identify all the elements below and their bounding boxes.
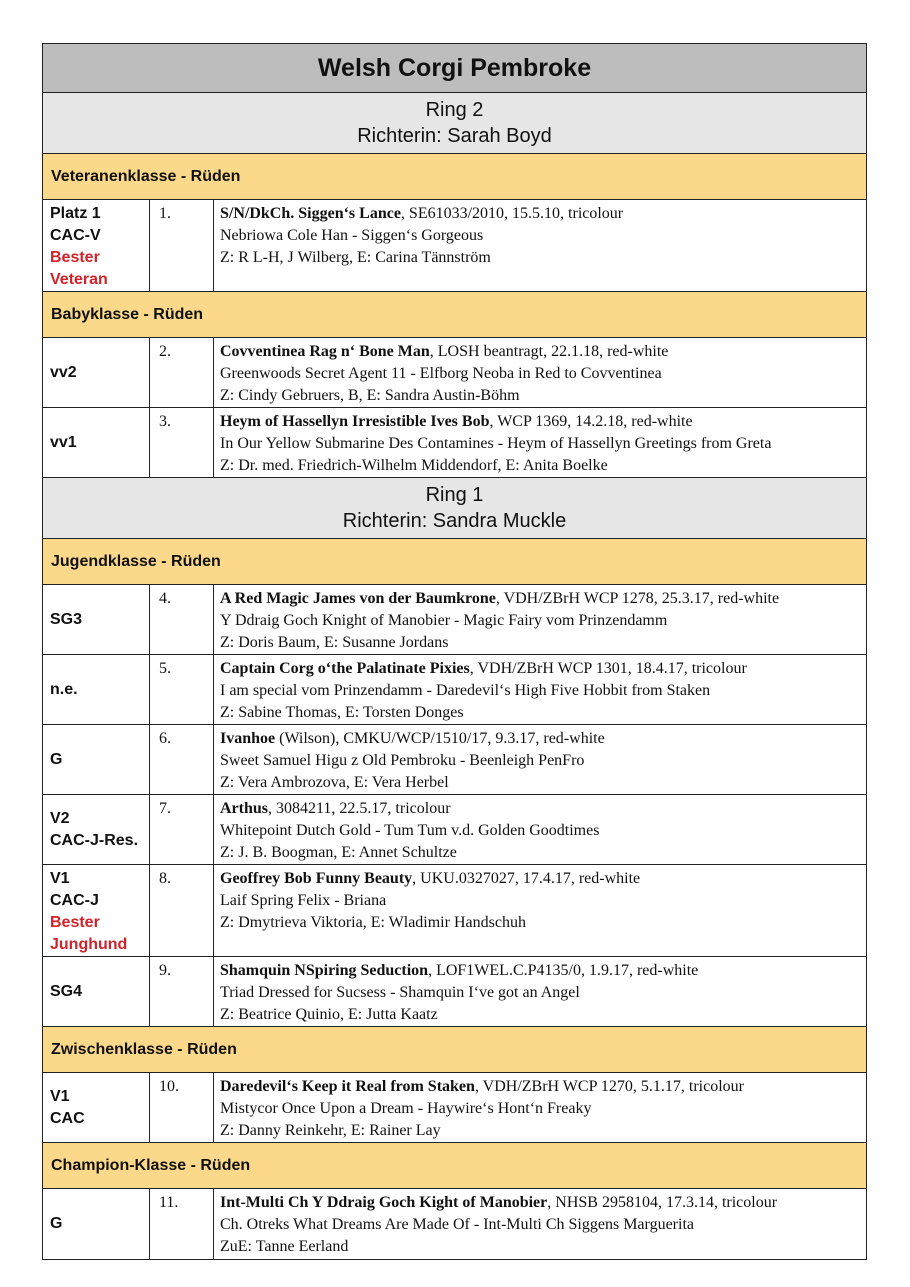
catalog-number: 3.	[150, 408, 214, 477]
award-line: Veteran	[50, 271, 108, 288]
result-line: vv2	[50, 363, 77, 381]
dog-details: (Wilson), CMKU/WCP/1510/17, 9.3.17, red-white	[275, 730, 605, 747]
breeder-owner: Z: R L-H, J Wilberg, E: Carina Tännström	[220, 249, 491, 266]
entry-row	[43, 1073, 866, 1143]
entry-row	[43, 408, 866, 478]
ring-name: Ring 2	[425, 99, 484, 121]
catalog-number: 11.	[150, 1189, 214, 1259]
result-line: CAC	[50, 1109, 85, 1127]
dog-info	[214, 585, 866, 654]
dog-name: Covventinea Rag n‘ Bone Man	[220, 343, 430, 360]
dog-parents: I am special vom Prinzendamm - Daredevil‘s High Five Hobbit from Staken	[220, 682, 711, 699]
result-cell	[43, 408, 150, 477]
result-cell	[43, 957, 150, 1026]
dog-name: Heym of Hassellyn Irresistible Ives Bob	[220, 413, 490, 430]
dog-name: Ivanhoe	[220, 730, 276, 747]
award-line: Junghund	[50, 936, 128, 953]
entry-row	[43, 585, 866, 655]
breeder-owner: Z: Vera Ambrozova, E: Vera Herbel	[220, 774, 449, 791]
dog-parents: Whitepoint Dutch Gold - Tum Tum v.d. Golden Goodtimes	[220, 822, 600, 839]
award-line: Bester	[50, 249, 100, 266]
result-cell	[43, 200, 150, 291]
dog-details: , VDH/ZBrH WCP 1278, 25.3.17, red-white	[495, 590, 780, 607]
entry-row	[43, 795, 866, 865]
dog-details: , LOSH beantragt, 22.1.18, red-white	[429, 343, 669, 360]
ring-name: Ring 1	[425, 484, 484, 506]
ring-header	[43, 93, 866, 154]
dog-name: A Red Magic James von der Baumkrone	[220, 590, 496, 607]
breeder-owner: Z: Sabine Thomas, E: Torsten Donges	[220, 704, 464, 721]
result-cell	[43, 795, 150, 864]
dog-details: , UKU.0327027, 17.4.17, red-white	[412, 870, 641, 887]
ring-judge: Richterin: Sarah Boyd	[357, 125, 552, 147]
result-line: G	[50, 1215, 63, 1232]
dog-name: Arthus	[220, 800, 269, 817]
dog-details: , LOF1WEL.C.P4135/0, 1.9.17, red-white	[428, 962, 699, 979]
dog-parents: Nebriowa Cole Han - Siggen‘s Gorgeous	[220, 227, 484, 244]
dog-info	[214, 1073, 866, 1142]
result-line: vv1	[50, 433, 77, 451]
result-cell	[43, 585, 150, 654]
dog-details: , VDH/ZBrH WCP 1270, 5.1.17, tricolour	[474, 1078, 744, 1095]
catalog-number: 10.	[150, 1073, 214, 1142]
dog-info	[214, 725, 866, 794]
result-line: n.e.	[50, 680, 78, 698]
dog-info	[214, 795, 866, 864]
catalog-number: 5.	[150, 655, 214, 724]
class-header: Veteranenklasse - Rüden	[43, 154, 866, 200]
breeder-owner: Z: Dr. med. Friedrich-Wilhelm Middendorf, E: Anita Boelke	[220, 457, 608, 474]
result-line: CAC-V	[50, 227, 101, 244]
catalog-number: 9.	[150, 957, 214, 1026]
result-cell	[43, 865, 150, 956]
catalog-number: 7.	[150, 795, 214, 864]
dog-info	[214, 200, 866, 291]
dog-name: Int-Multi Ch Y Ddraig Goch Kight of Manobier	[220, 1194, 548, 1211]
result-line: CAC-J-Res.	[50, 831, 139, 849]
dog-details: , NHSB 2958104, 17.3.14, tricolour	[547, 1194, 778, 1211]
dog-parents: Triad Dressed for Sucsess - Shamquin I‘ve got an Angel	[220, 984, 580, 1001]
entry-row	[43, 957, 866, 1027]
result-cell	[43, 338, 150, 407]
dog-name: Geoffrey Bob Funny Beauty	[220, 870, 413, 887]
dog-info	[214, 865, 866, 956]
result-cell	[43, 1189, 150, 1259]
dog-details: , 3084211, 22.5.17, tricolour	[268, 800, 451, 817]
dog-details: , VDH/ZBrH WCP 1301, 18.4.17, tricolour	[469, 660, 747, 677]
dog-parents: Laif Spring Felix - Briana	[220, 892, 387, 909]
breed-title: Welsh Corgi Pembroke	[43, 44, 866, 93]
breeder-owner: Z: Cindy Gebruers, B, E: Sandra Austin-Böhm	[220, 387, 520, 404]
class-header: Champion-Klasse - Rüden	[43, 1143, 866, 1189]
dog-name: S/N/DkCh. Siggen‘s Lance	[220, 205, 401, 222]
result-line: SG4	[50, 982, 83, 1000]
dog-info	[214, 1189, 866, 1259]
result-cell	[43, 1073, 150, 1142]
result-line: V1	[50, 1087, 70, 1105]
entry-row	[43, 338, 866, 408]
catalog-number: 4.	[150, 585, 214, 654]
dog-info	[214, 408, 866, 477]
breeder-owner: Z: Beatrice Quinio, E: Jutta Kaatz	[220, 1006, 438, 1023]
dog-parents: Y Ddraig Goch Knight of Manobier - Magic Fairy vom Prinzendamm	[220, 612, 668, 629]
dog-info	[214, 338, 866, 407]
breeder-owner: Z: Danny Reinkehr, E: Rainer Lay	[220, 1122, 441, 1139]
dog-details: , WCP 1369, 14.2.18, red-white	[489, 413, 693, 430]
class-header: Jugendklasse - Rüden	[43, 539, 866, 585]
catalog-number: 8.	[150, 865, 214, 956]
breeder-owner: ZuE: Tanne Eerland	[220, 1238, 349, 1255]
entry-row	[43, 655, 866, 725]
dog-parents: Greenwoods Secret Agent 11 - Elfborg Neoba in Red to Covventinea	[220, 365, 662, 382]
result-line: V1	[50, 870, 70, 887]
award-line: Bester	[50, 914, 100, 931]
breeder-owner: Z: Doris Baum, E: Susanne Jordans	[220, 634, 449, 651]
result-line: G	[50, 750, 63, 768]
result-line: Platz 1	[50, 205, 101, 222]
ring-header	[43, 478, 866, 539]
entry-row	[43, 200, 866, 292]
dog-details: , SE61033/2010, 15.5.10, tricolour	[400, 205, 624, 222]
dog-name: Shamquin NSpiring Seduction	[220, 962, 429, 979]
result-cell	[43, 655, 150, 724]
result-cell	[43, 725, 150, 794]
results-sheet	[42, 43, 867, 1260]
breeder-owner: Z: J. B. Boogman, E: Annet Schultze	[220, 844, 457, 861]
catalog-number: 1.	[150, 200, 214, 291]
class-header: Zwischenklasse - Rüden	[43, 1027, 866, 1073]
entry-row	[43, 725, 866, 795]
result-line: V2	[50, 809, 70, 827]
dog-parents: In Our Yellow Submarine Des Contamines - Heym of Hassellyn Greetings from Greta	[220, 435, 772, 452]
dog-parents: Mistycor Once Upon a Dream - Haywire‘s Hont‘n Freaky	[220, 1100, 592, 1117]
entry-row	[43, 1189, 866, 1259]
dog-parents: Sweet Samuel Higu z Old Pembroku - Beenleigh PenFro	[220, 752, 585, 769]
catalog-number: 2.	[150, 338, 214, 407]
dog-name: Captain Corg o‘the Palatinate Pixies	[220, 660, 470, 677]
dog-info	[214, 957, 866, 1026]
dog-name: Daredevil‘s Keep it Real from Staken	[220, 1078, 475, 1095]
result-line: CAC-J	[50, 892, 99, 909]
dog-parents: Ch. Otreks What Dreams Are Made Of - Int-Multi Ch Siggens Marguerita	[220, 1216, 694, 1233]
ring-judge: Richterin: Sandra Muckle	[342, 510, 567, 532]
entry-row	[43, 865, 866, 957]
dog-info	[214, 655, 866, 724]
class-header: Babyklasse - Rüden	[43, 292, 866, 338]
breeder-owner: Z: Dmytrieva Viktoria, E: Wladimir Handschuh	[220, 914, 526, 931]
catalog-number: 6.	[150, 725, 214, 794]
result-line: SG3	[50, 610, 83, 628]
